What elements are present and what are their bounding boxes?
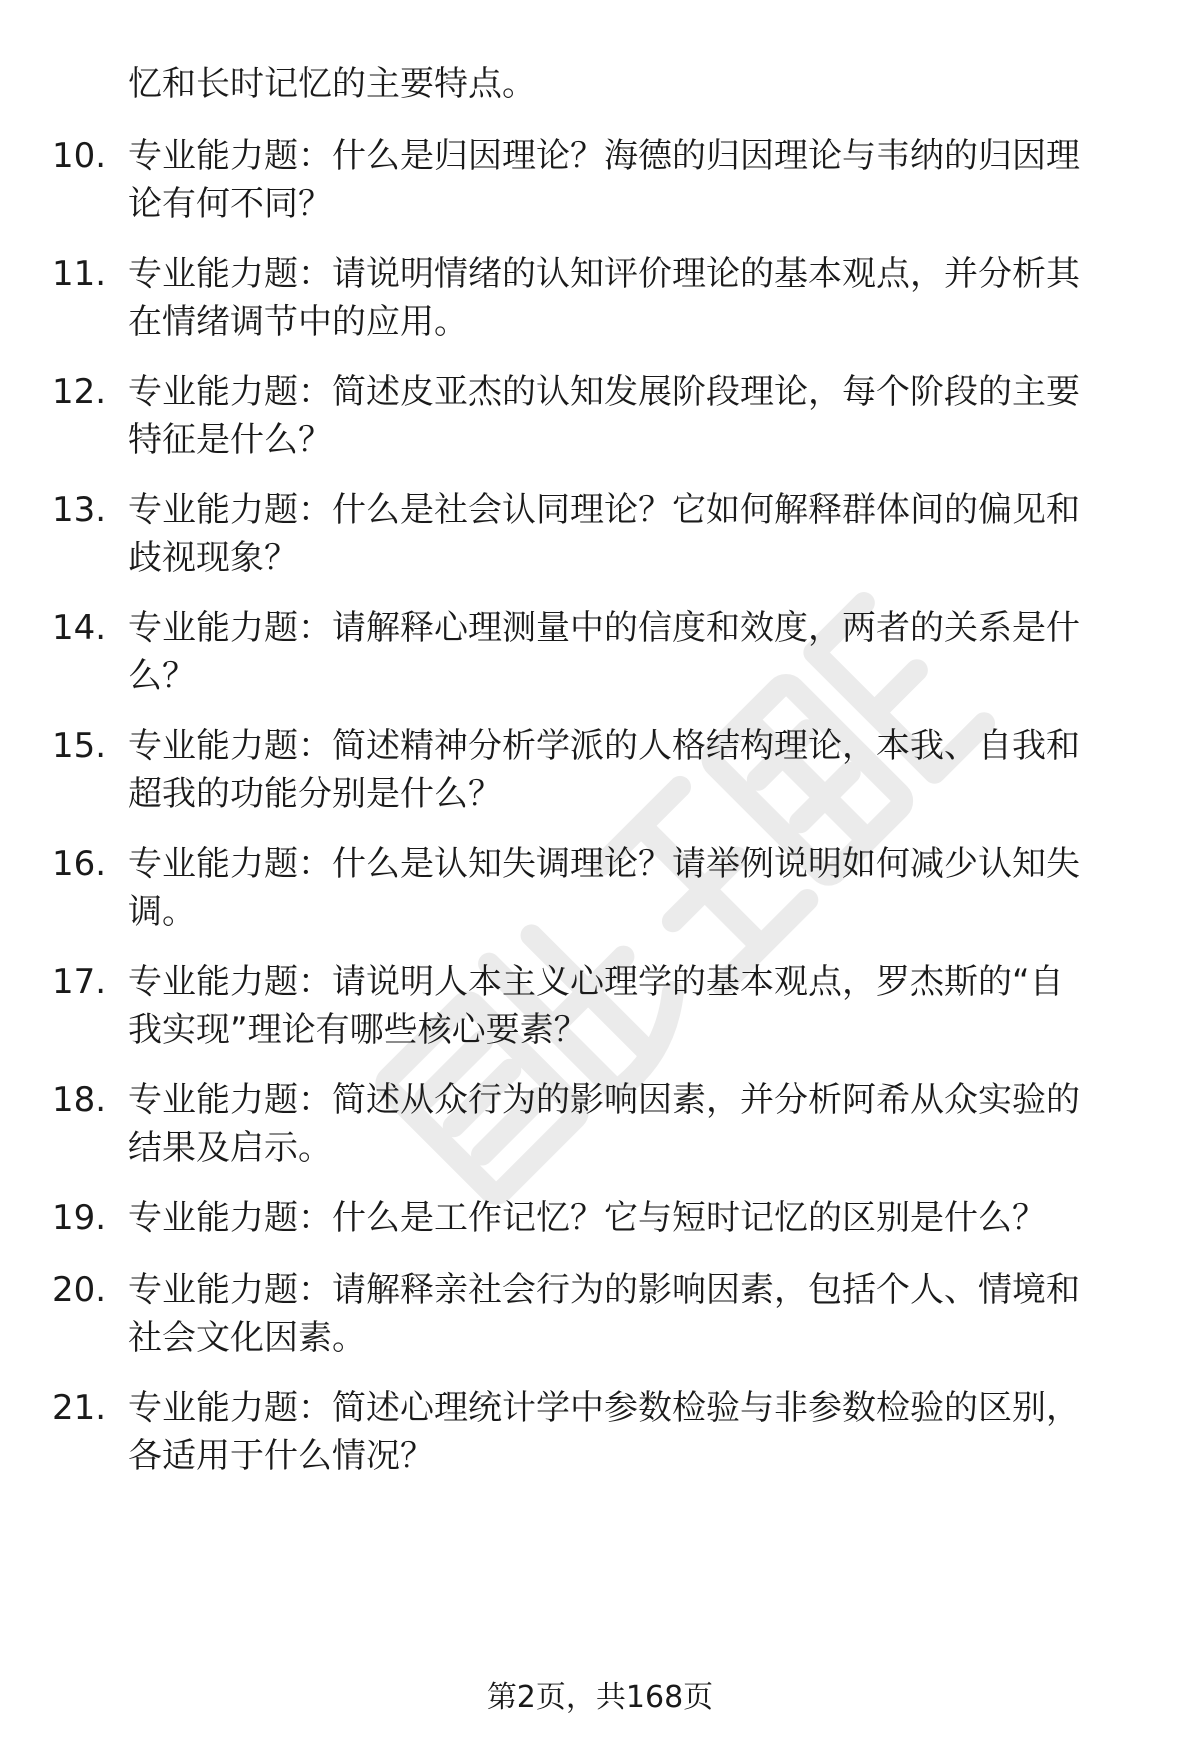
question-line: 我实现”理论有哪些核心要素？ [128, 1010, 588, 1050]
question-number: 11. [52, 254, 107, 294]
question-text [128, 958, 1138, 1054]
question-text [128, 250, 1138, 346]
question-text [128, 132, 1138, 228]
question-text [128, 1384, 1138, 1480]
question-text [128, 486, 1138, 582]
question-line: 在情绪调节中的应用。 [128, 302, 468, 342]
question-line: 专业能力题：简述皮亚杰的认知发展阶段理论，每个阶段的主要 [128, 372, 1080, 412]
question-line: 专业能力题：简述从众行为的影响因素，并分析阿希从众实验的 [128, 1080, 1080, 1120]
question-line: 么？ [128, 656, 196, 696]
question-number: 16. [52, 844, 107, 884]
question-text [128, 1194, 1138, 1242]
question-line: 论有何不同？ [128, 184, 332, 224]
question-line: 专业能力题：请解释亲社会行为的影响因素，包括个人、情境和 [128, 1270, 1080, 1310]
question-line: 专业能力题：什么是工作记忆？它与短时记忆的区别是什么？ [128, 1198, 1046, 1238]
question-line: 专业能力题：什么是归因理论？海德的归因理论与韦纳的归因理 [128, 136, 1080, 176]
question-number: 13. [52, 490, 107, 530]
question-number: 15. [52, 726, 107, 766]
question-line: 专业能力题：请说明人本主义心理学的基本观点，罗杰斯的“自 [128, 962, 1064, 1002]
question-line: 调。 [128, 892, 196, 932]
question-line: 专业能力题：请解释心理测量中的信度和效度，两者的关系是什 [128, 608, 1080, 648]
question-number: 20. [52, 1270, 107, 1310]
question-number: 14. [52, 608, 107, 648]
question-line: 专业能力题：什么是认知失调理论？请举例说明如何减少认知失 [128, 844, 1080, 884]
question-line: 专业能力题：简述心理统计学中参数检验与非参数检验的区别， [128, 1388, 1080, 1428]
question-line: 专业能力题：请说明情绪的认知评价理论的基本观点，并分析其 [128, 254, 1080, 294]
question-line: 歧视现象？ [128, 538, 298, 578]
question-line: 专业能力题：什么是社会认同理论？它如何解释群体间的偏见和 [128, 490, 1080, 530]
question-number: 21. [52, 1388, 107, 1428]
question-number: 18. [52, 1080, 107, 1120]
question-text [128, 604, 1138, 700]
question-number: 10. [52, 136, 107, 176]
question-number: 12. [52, 372, 107, 412]
question-line: 各适用于什么情况？ [128, 1436, 434, 1476]
question-text [128, 1266, 1138, 1362]
question-text [128, 1076, 1138, 1172]
question-line: 超我的功能分别是什么？ [128, 774, 502, 814]
question-text [128, 840, 1138, 936]
question-line: 专业能力题：简述精神分析学派的人格结构理论，本我、自我和 [128, 726, 1080, 766]
question-number: 17. [52, 962, 107, 1002]
question-line: 特征是什么？ [128, 420, 332, 460]
question-text [128, 368, 1138, 464]
question-number: 19. [52, 1198, 107, 1238]
question-line: 结果及启示。 [128, 1128, 332, 1168]
question-text [128, 722, 1138, 818]
question-line: 社会文化因素。 [128, 1318, 366, 1358]
page-number-footer: 第2页，共168页 [486, 1680, 714, 1715]
continued-question-text: 忆和长时记忆的主要特点。 [128, 64, 536, 104]
